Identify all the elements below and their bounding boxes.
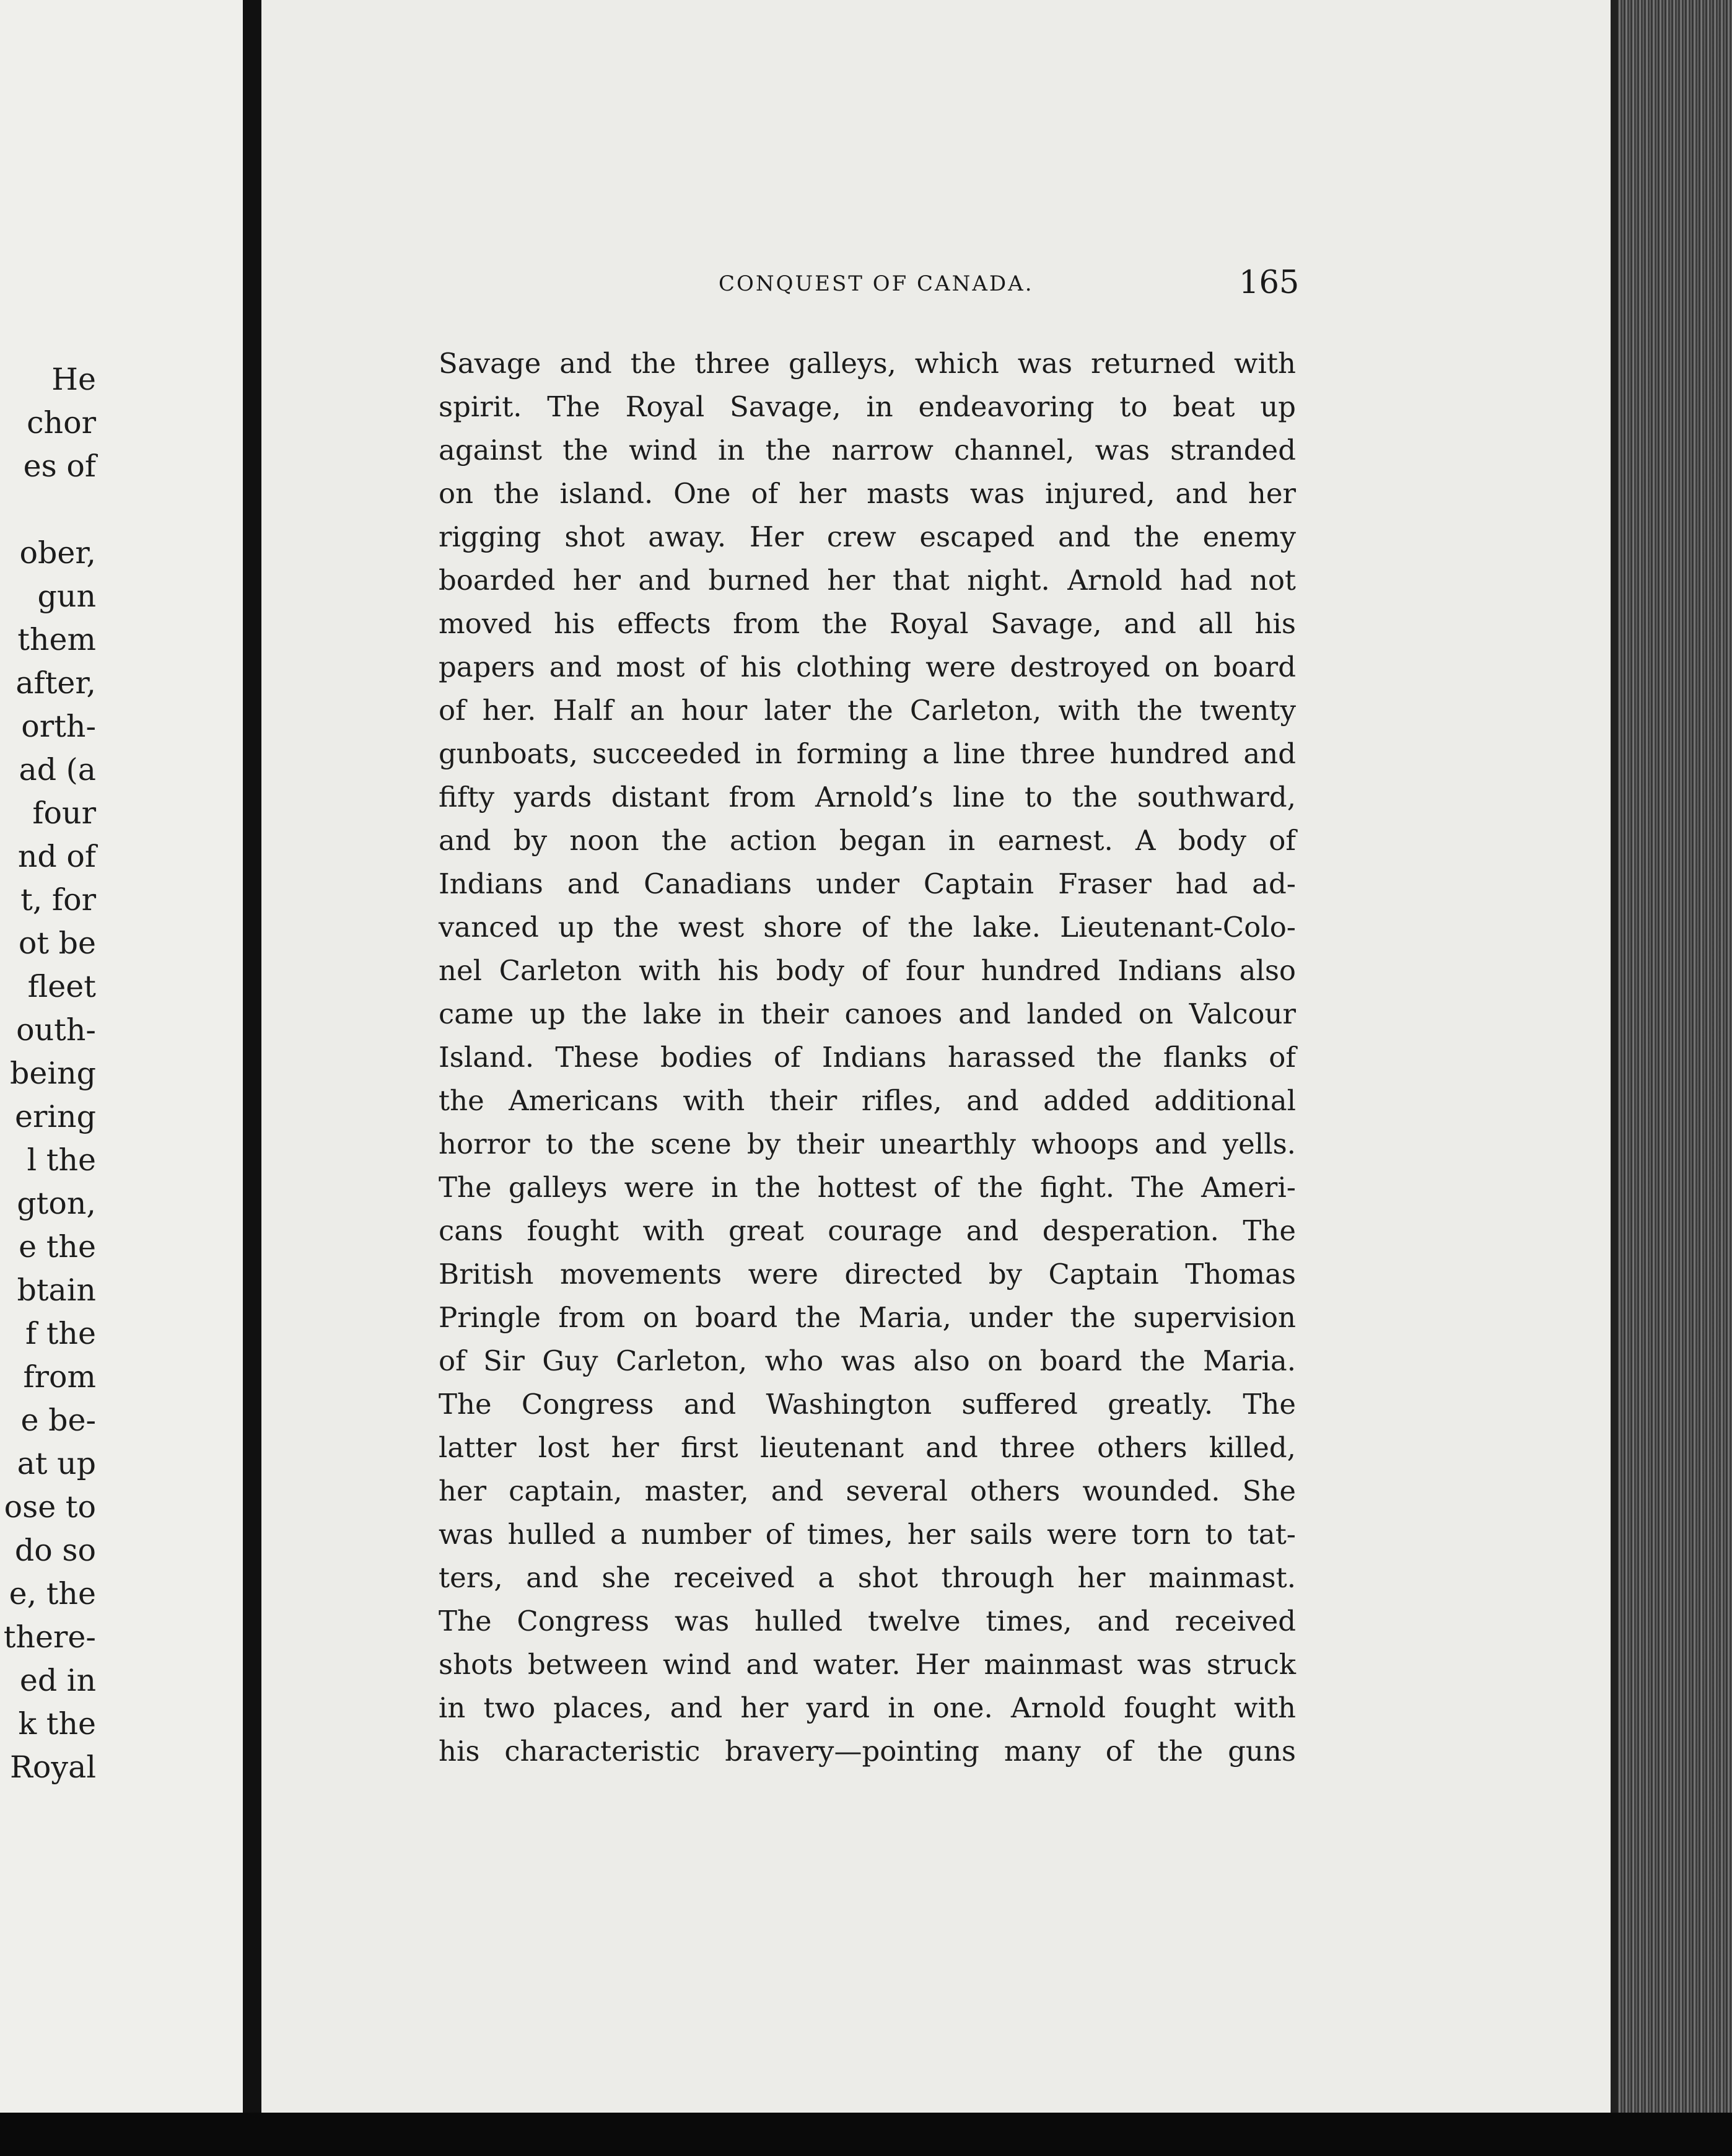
text-line: came up the lake in their canoes and landed on Valcour: [439, 997, 1296, 1030]
text-line: of her. Half an hour later the Carleton, with the twenty: [439, 694, 1296, 727]
text-line: fifty yards distant from Arnold’s line to the southward,: [439, 781, 1296, 813]
text-line: The galleys were in the hottest of the fight. The Ameri-: [439, 1171, 1296, 1204]
text-line: moved his effects from the Royal Savage, and all his: [439, 607, 1296, 640]
text-line: ed in: [19, 1663, 96, 1698]
running-head: CONQUEST OF CANADA.: [719, 271, 1034, 296]
text-line: Royal: [10, 1750, 96, 1785]
text-line: nel Carleton with his body of four hundred Indians also: [439, 954, 1296, 987]
text-line: being: [10, 1056, 96, 1091]
text-line: and by noon the action began in earnest. A body of: [439, 824, 1296, 857]
text-line: spirit. The Royal Savage, in endeavoring to beat up: [439, 390, 1296, 423]
text-line: gunboats, succeeded in forming a line three hundred and: [439, 737, 1296, 770]
text-line: Island. These bodies of Indians harassed the flanks of: [439, 1041, 1296, 1074]
text-line: rigging shot away. Her crew escaped and the enemy: [439, 520, 1296, 553]
text-line: the Americans with their rifles, and added additional: [439, 1084, 1296, 1117]
text-line: her captain, master, and several others wounded. She: [439, 1475, 1296, 1507]
text-line: cans fought with great courage and desperation. The: [439, 1214, 1296, 1247]
text-line: ober,: [19, 535, 96, 571]
text-line: was hulled a number of times, her sails were torn to tat-: [439, 1518, 1296, 1551]
text-line: British movements were directed by Captain Thomas: [439, 1258, 1296, 1291]
text-line: outh-: [16, 1012, 96, 1048]
text-line: es of: [23, 449, 96, 484]
text-line: f the: [25, 1316, 96, 1351]
text-line: after,: [15, 665, 96, 701]
text-line: four: [32, 795, 96, 831]
previous-page-fragment: [0, 0, 243, 2119]
text-line: do so: [14, 1533, 96, 1568]
text-line: [0, 488, 96, 532]
text-line: ad (a: [19, 752, 96, 787]
text-line: btain: [17, 1273, 96, 1308]
text-line: at up: [17, 1446, 96, 1481]
text-line: boarded her and burned her that night. Arnold had not: [439, 564, 1296, 597]
text-line: He: [51, 362, 96, 397]
text-line: of Sir Guy Carleton, who was also on board the Maria.: [439, 1344, 1296, 1377]
text-line: latter lost her first lieutenant and three others killed,: [439, 1431, 1296, 1464]
text-line: l the: [27, 1142, 96, 1178]
text-line: papers and most of his clothing were destroyed on board: [439, 651, 1296, 683]
text-line: them: [17, 622, 96, 657]
text-line: on the island. One of her masts was injured, and her: [439, 477, 1296, 510]
text-line: k the: [18, 1706, 96, 1742]
text-line: Pringle from on board the Maria, under the supervision: [439, 1301, 1296, 1334]
text-line: vanced up the west shore of the lake. Lieutenant-Colo-: [439, 911, 1296, 944]
previous-page-text: [0, 358, 96, 1789]
text-line: e be-: [20, 1403, 96, 1438]
text-line: ters, and she received a shot through her mainmast.: [439, 1561, 1296, 1594]
text-line: against the wind in the narrow channel, was stranded: [439, 434, 1296, 467]
scan-bottom-border: [0, 2113, 1732, 2156]
text-line: ering: [14, 1099, 96, 1134]
text-line: orth-: [21, 709, 96, 744]
text-line: in two places, and her yard in one. Arnold fought with: [439, 1691, 1296, 1724]
text-line: The Congress and Washington suffered greatly. The: [439, 1388, 1296, 1421]
text-line: gton,: [17, 1186, 96, 1221]
page-stack-edges: [1618, 0, 1732, 2156]
text-line: Savage and the three galleys, which was returned with: [439, 347, 1296, 380]
text-line: there-: [3, 1619, 96, 1655]
page-number: 165: [1239, 265, 1300, 301]
text-line: nd of: [17, 839, 96, 874]
text-line: from: [23, 1359, 96, 1395]
page-body-text: [439, 342, 1296, 1773]
text-line: chor: [27, 405, 96, 440]
text-line: ot be: [18, 926, 96, 961]
book-gutter: [243, 0, 261, 2156]
text-line: e, the: [9, 1576, 96, 1611]
text-line: gun: [37, 579, 96, 614]
text-line: The Congress was hulled twelve times, and received: [439, 1605, 1296, 1637]
text-line: shots between wind and water. Her mainmast was struck: [439, 1648, 1296, 1681]
text-line: Indians and Canadians under Captain Fraser had ad-: [439, 867, 1296, 900]
text-line: fleet: [27, 969, 96, 1004]
text-line: his characteristic bravery—pointing many of the guns: [439, 1735, 1296, 1768]
text-line: t, for: [20, 882, 96, 918]
text-line: e the: [19, 1229, 96, 1264]
text-line: horror to the scene by their unearthly whoops and yells.: [439, 1128, 1296, 1160]
text-line: ose to: [4, 1489, 96, 1525]
